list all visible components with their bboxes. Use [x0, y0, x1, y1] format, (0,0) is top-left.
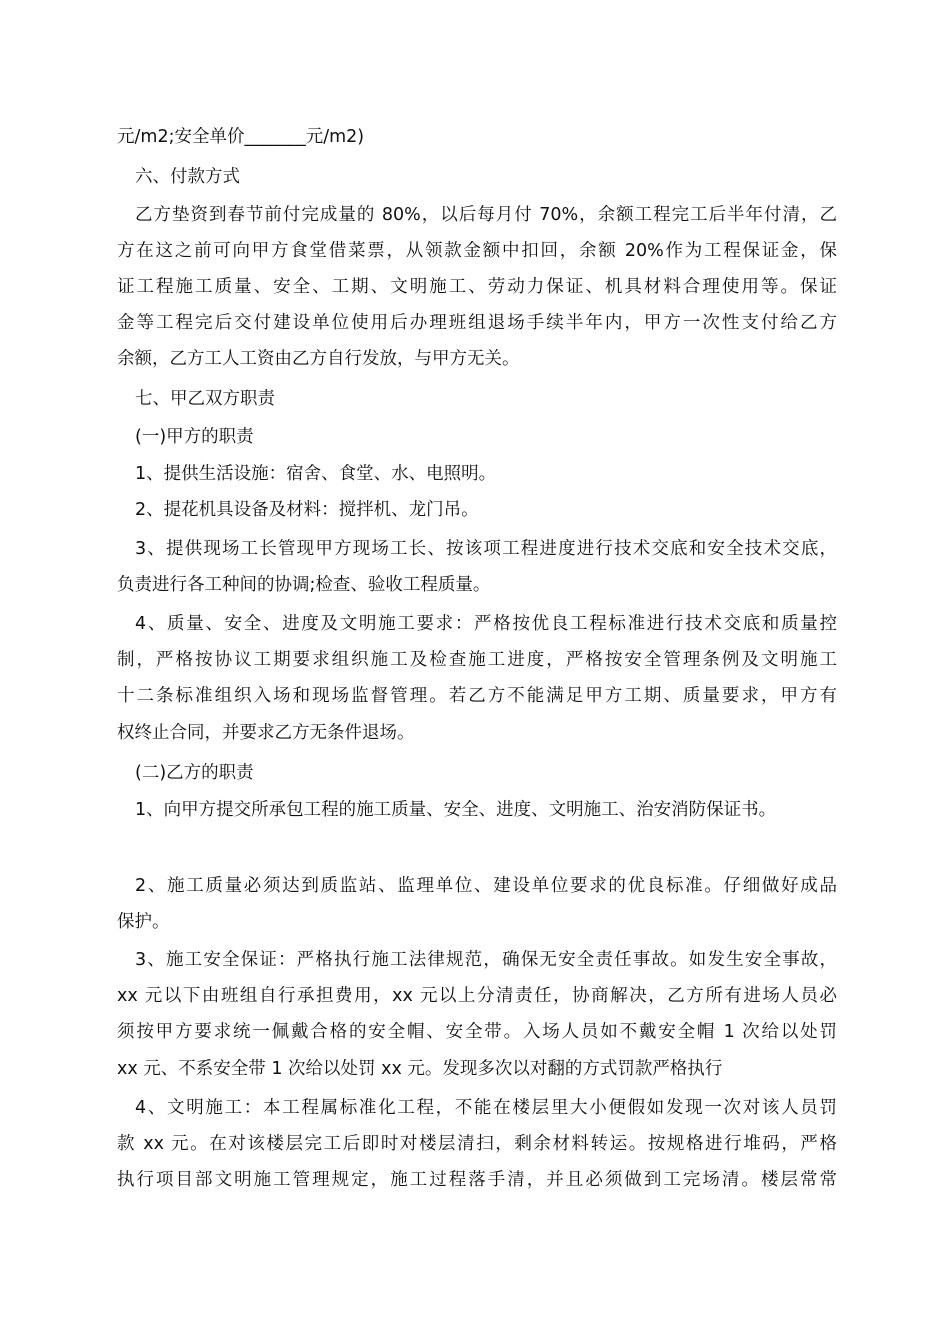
- text-line: 须按甲方要求统一佩戴合格的安全帽、安全带。入场人员如不戴安全帽 1 次给以处罚: [117, 1022, 837, 1042]
- text-line: 余额，乙方工人工资由乙方自行发放，与甲方无关。: [117, 349, 520, 369]
- text-line: 4、文明施工：本工程属标准化工程，不能在楼层里大小便假如发现一次对该人员罚: [135, 1098, 837, 1118]
- text-line: 制，严格按协议工期要求组织施工及检查施工进度，严格按安全管理条例及文明施工: [117, 650, 837, 670]
- text-line: 十二条标准组织入场和现场监督管理。若乙方不能满足甲方工期、质量要求，甲方有: [117, 686, 837, 706]
- section-heading-duties: 七、甲乙双方职责: [135, 389, 275, 409]
- text-line: 乙方垫资到春节前付完成量的 80%，以后每月付 70%，余额工程完工后半年付清，乙: [135, 205, 837, 225]
- text-line: 方在这之前可向甲方食堂借菜票，从领款金额中扣回，余额 20%作为工程保证金，保: [117, 241, 837, 261]
- text-line: 4、质量、安全、进度及文明施工要求：严格按优良工程标准进行技术交底和质量控: [135, 614, 837, 634]
- text-line: xx 元以下由班组自行承担费用，xx 元以上分清责任，协商解决，乙方所有进场人员必: [117, 986, 837, 1006]
- text-line: xx 元、不系安全带 1 次给以处罚 xx 元。发现多次以对翻的方式罚款严格执行: [117, 1059, 723, 1079]
- text-line: 款 xx 元。在对该楼层完工后即时对楼层清扫，剩余材料转运。按规格进行堆码，严格: [117, 1134, 837, 1154]
- text-line: 证工程施工质量、安全、工期、文明施工、劳动力保证、机具材料合理使用等。保证: [117, 277, 837, 297]
- text-line: 1、提供生活设施：宿舍、食堂、水、电照明。: [135, 464, 497, 484]
- text-line: 元/m2;安全单价_______元/m2): [117, 127, 365, 147]
- text-line: 2、施工质量必须达到质监站、监理单位、建设单位要求的优良标准。仔细做好成品: [135, 876, 837, 896]
- text-line: 负责进行各工种间的协调;检查、验收工程质量。: [117, 575, 491, 595]
- text-line: 权终止合同，并要求乙方无条件退场。: [117, 723, 415, 743]
- section-heading-payment: 六、付款方式: [135, 167, 240, 187]
- text-line: 金等工程完后交付建设单位使用后办理班组退场手续半年内，甲方一次性支付给乙方: [117, 313, 837, 333]
- text-line: 执行项目部文明施工管理规定，施工过程落手清，并且必须做到工完场清。楼层常常: [117, 1170, 837, 1190]
- subsection-heading-party-a: (一)甲方的职责: [135, 427, 254, 447]
- subsection-heading-party-b: (二)乙方的职责: [135, 763, 254, 783]
- text-line: 保护。: [117, 912, 170, 932]
- text-line: 2、提花机具设备及材料：搅拌机、龙门吊。: [135, 500, 479, 520]
- text-line: 3、施工安全保证：严格执行施工法律规范，确保无安全责任事故。如发生安全事故，: [135, 950, 837, 970]
- text-line: 1、向甲方提交所承包工程的施工质量、安全、进度、文明施工、治安消防保证书。: [135, 800, 777, 820]
- text-line: 3、提供现场工长管现甲方现场工长、按该项工程进度进行技术交底和安全技术交底，: [135, 539, 837, 559]
